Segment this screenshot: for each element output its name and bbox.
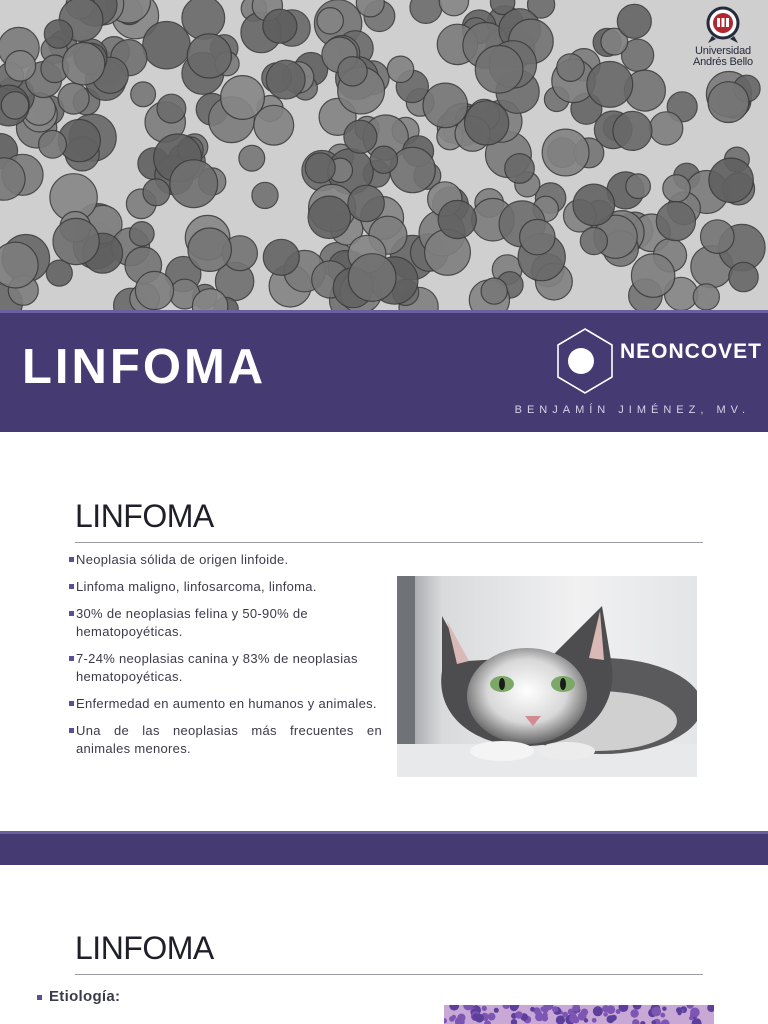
cell-shape xyxy=(254,105,294,145)
cell-shape xyxy=(663,175,690,202)
bullet-text: Linfoma maligno, linfosarcoma, linfoma. xyxy=(76,579,317,594)
cell-shape xyxy=(135,271,173,309)
cell-shape xyxy=(617,4,651,38)
bullet-text: Una de las neoplasias más frecuentes en animales menores. xyxy=(76,723,382,756)
cell-shape xyxy=(656,202,695,241)
cell-shape xyxy=(693,284,719,310)
cell-shape xyxy=(348,254,396,302)
cell-shape xyxy=(650,112,683,145)
bullet-square-icon xyxy=(69,656,74,661)
bullet-text: 30% de neoplasias felina y 50-90% de hematopoyéticas. xyxy=(76,606,308,639)
bullet-square-icon xyxy=(37,995,42,1000)
cell-shape xyxy=(305,153,335,183)
cell-shape xyxy=(131,82,156,107)
stained-cell-shape xyxy=(676,1007,682,1013)
cell-shape xyxy=(423,83,468,128)
slide3-bullet-etiologia xyxy=(37,988,120,1005)
bullet-item xyxy=(68,578,382,596)
cell-shape xyxy=(613,111,652,150)
bullet-square-icon xyxy=(69,728,74,733)
cell-shape xyxy=(263,239,299,275)
cell-shape xyxy=(143,179,170,206)
stained-cell-shape xyxy=(689,1016,693,1020)
bullet-item xyxy=(68,650,382,686)
cell-shape xyxy=(317,8,343,34)
stained-cell-shape xyxy=(593,1006,603,1016)
stained-cell-shape xyxy=(662,1007,666,1011)
bullet-item xyxy=(68,695,382,713)
cell-shape xyxy=(520,219,555,254)
cell-shape xyxy=(46,260,72,286)
cell-shape xyxy=(481,278,507,304)
cell-shape xyxy=(1,92,28,119)
cell-shape xyxy=(709,158,753,202)
cell-shape xyxy=(130,222,155,247)
stained-cell-shape xyxy=(581,1009,588,1016)
cell-shape xyxy=(387,56,413,82)
stained-cell-shape xyxy=(611,1015,617,1021)
stained-cell-shape xyxy=(562,1012,568,1018)
cell-shape xyxy=(239,145,265,171)
cell-shape xyxy=(370,146,397,173)
university-name-line1: Universidad xyxy=(695,45,751,57)
cell-shape xyxy=(39,130,67,158)
bullet-item xyxy=(68,551,382,569)
university-seal-icon xyxy=(706,6,740,44)
cell-shape xyxy=(58,83,89,114)
bullet-text: Etiología: xyxy=(49,988,121,1005)
cell-shape xyxy=(53,218,99,264)
stained-cell-shape xyxy=(540,1014,545,1019)
stained-cell-shape xyxy=(630,1009,638,1017)
university-logo xyxy=(686,6,760,68)
cell-shape xyxy=(188,228,231,271)
stained-cell-shape xyxy=(660,1013,665,1018)
cell-shape xyxy=(44,20,72,48)
cell-shape xyxy=(631,254,674,297)
cell-shape xyxy=(729,262,758,291)
author-name: BENJAMÍN JIMÉNEZ, MV. xyxy=(514,404,750,416)
cell-shape xyxy=(573,184,615,226)
stained-cell-shape xyxy=(494,1008,499,1013)
cover-title-band xyxy=(0,310,768,432)
cell-shape xyxy=(182,0,225,39)
cell-shape xyxy=(143,22,190,69)
cell-shape xyxy=(438,200,476,238)
stained-cell-shape xyxy=(603,1012,608,1017)
bullet-item xyxy=(68,605,382,641)
cover-title: LINFOMA xyxy=(22,340,267,394)
cell-shape xyxy=(557,54,585,82)
cat-photo xyxy=(397,576,697,777)
stained-cell-shape xyxy=(457,1014,465,1022)
bullet-square-icon xyxy=(69,701,74,706)
cell-shape xyxy=(626,174,651,199)
cell-shape xyxy=(308,196,350,238)
cover-micrograph xyxy=(0,0,768,310)
bullet-item xyxy=(68,722,382,758)
cell-shape xyxy=(580,227,607,254)
cell-shape xyxy=(542,129,589,176)
slide-divider-band xyxy=(0,831,768,865)
cell-shape xyxy=(348,185,384,221)
bullet-square-icon xyxy=(69,557,74,562)
histology-image xyxy=(444,1005,714,1024)
cell-shape xyxy=(708,82,749,123)
cell-shape xyxy=(263,9,297,43)
slide2-bullet-list xyxy=(68,551,382,767)
university-name-line2: Andrés Bello xyxy=(693,56,753,68)
stained-cell-shape xyxy=(488,1013,496,1021)
slide2-title: LINFOMA xyxy=(75,498,214,534)
cell-shape xyxy=(338,57,367,86)
histology-micrograph xyxy=(444,1005,714,1024)
cat-image xyxy=(397,576,697,777)
neoncovet-name: NEONCOVET xyxy=(620,340,763,363)
slide3-title: LINFOMA xyxy=(75,930,214,966)
stained-cell-shape xyxy=(449,1016,455,1022)
cell-shape xyxy=(252,182,278,208)
cell-shape xyxy=(187,34,231,78)
cell-shape xyxy=(587,62,633,108)
stained-cell-shape xyxy=(573,1017,580,1024)
cell-shape xyxy=(62,43,104,85)
neoncovet-logo xyxy=(554,327,763,397)
cell-shape xyxy=(170,160,218,208)
stained-cell-shape xyxy=(515,1011,522,1018)
bullet-text: Neoplasia sólida de origen linfoide. xyxy=(76,552,289,567)
stained-cell-shape xyxy=(530,1007,535,1012)
slide2-title-rule xyxy=(75,542,703,543)
stained-cell-shape xyxy=(690,1008,700,1018)
slide3-title-rule xyxy=(75,974,703,975)
bullet-text: 7-24% neoplasias canina y 83% de neoplasias hematopoyéticas. xyxy=(76,651,358,684)
stained-cell-shape xyxy=(482,1006,487,1011)
cell-shape xyxy=(266,60,305,99)
stained-cell-shape xyxy=(475,1014,484,1023)
cell-shape xyxy=(701,220,735,254)
neoncovet-hexagon-icon xyxy=(554,327,616,397)
cell-shape xyxy=(157,94,186,123)
cell-shape xyxy=(505,154,535,184)
cell-micrograph-image xyxy=(0,0,768,310)
stained-cell-shape xyxy=(602,1005,609,1012)
cell-shape xyxy=(344,120,377,153)
bullet-text: Enfermedad en aumento en humanos y animales. xyxy=(76,696,377,711)
stained-cell-shape xyxy=(592,1018,597,1023)
bullet-square-icon xyxy=(69,584,74,589)
stained-cell-shape xyxy=(584,1018,588,1022)
stained-cell-shape xyxy=(616,1009,621,1014)
stained-cell-shape xyxy=(652,1007,662,1017)
cell-shape xyxy=(5,51,36,82)
cell-shape xyxy=(475,46,523,94)
bullet-square-icon xyxy=(69,611,74,616)
